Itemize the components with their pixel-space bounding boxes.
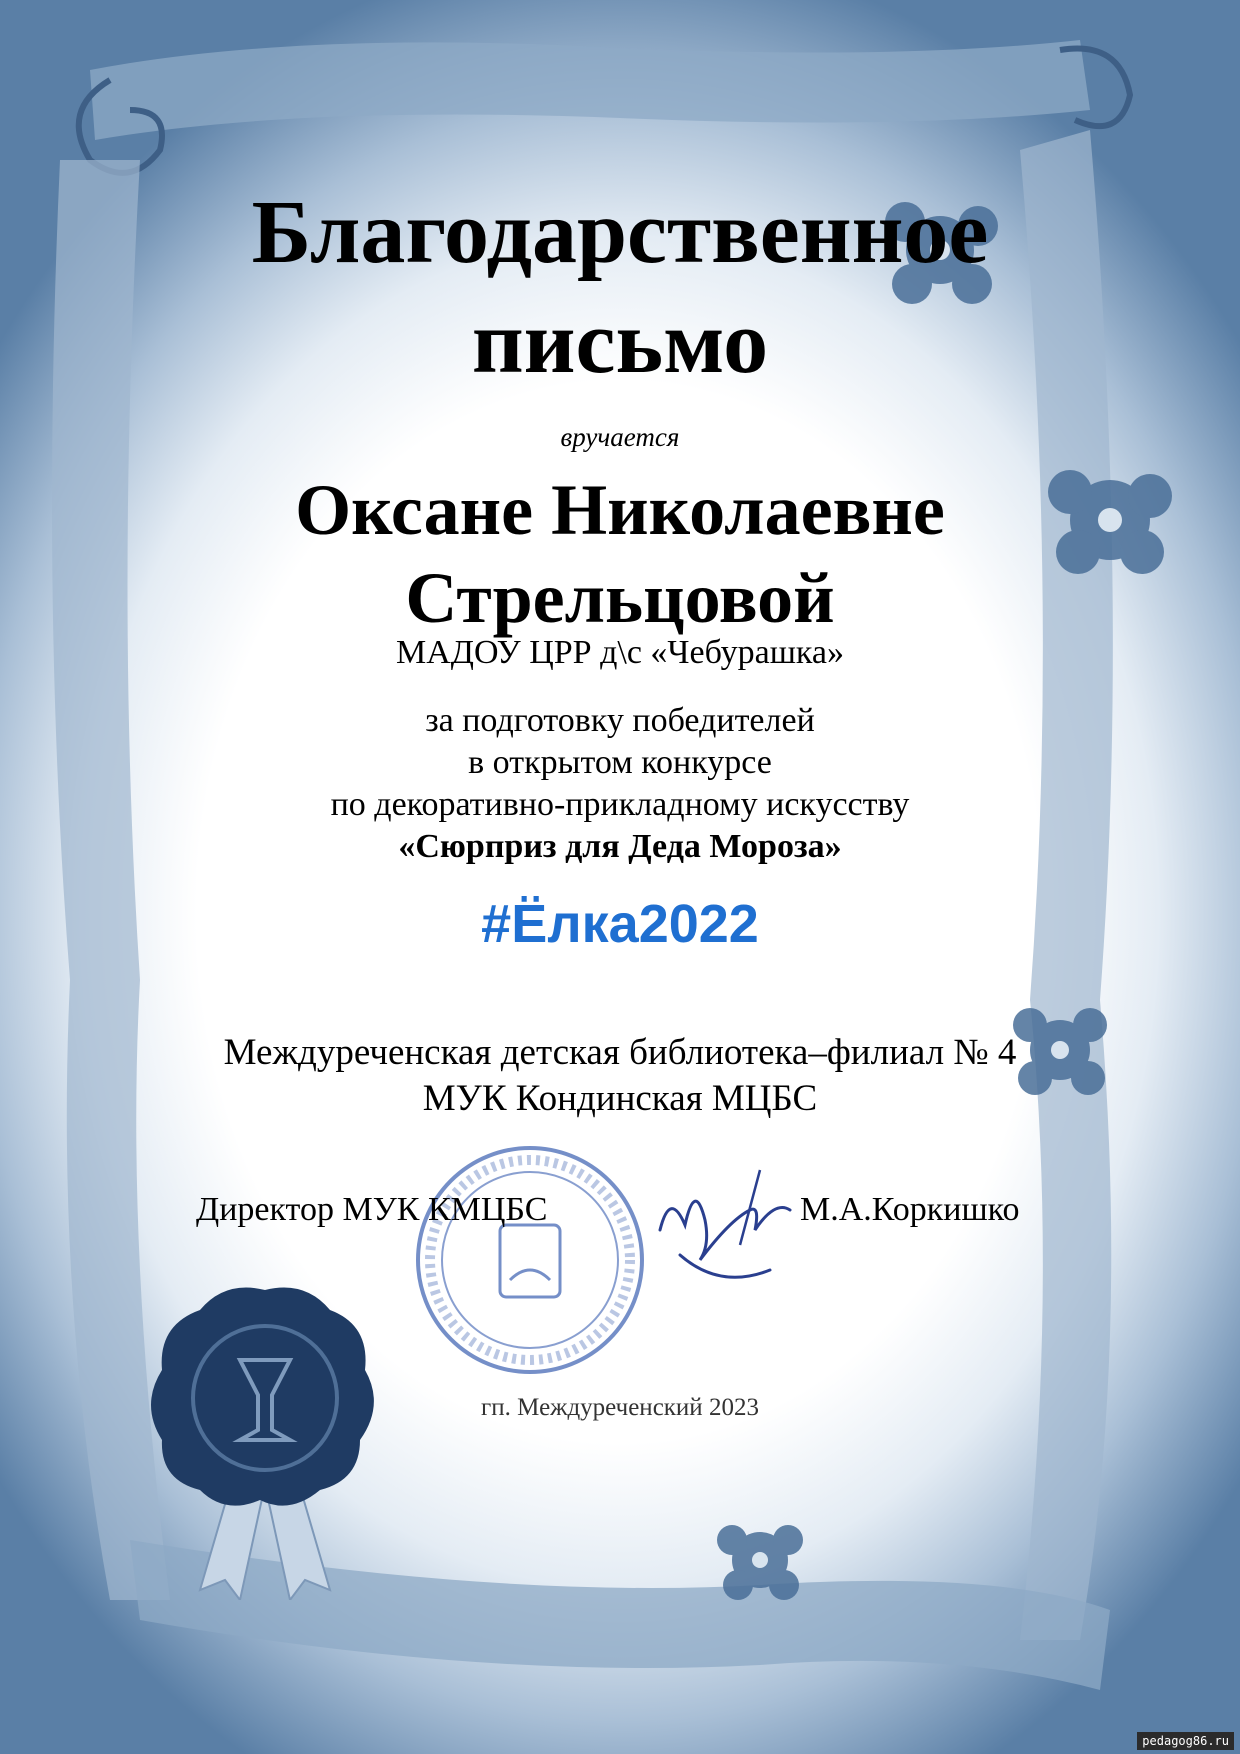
round-stamp xyxy=(410,1140,650,1380)
handwritten-signature xyxy=(640,1150,800,1300)
contest-hashtag: #Ёлка2022 xyxy=(481,894,759,954)
page-title xyxy=(0,178,1240,398)
recipient-line-1: Оксане Николаевне xyxy=(295,470,945,550)
issuer-line-1: Междуреченская детская библиотека–филиал № 4 xyxy=(223,1032,1017,1073)
wax-seal-icon xyxy=(140,1270,390,1600)
signer-name: М.А.Коркишко xyxy=(800,1191,1020,1228)
recipient-name xyxy=(0,466,1240,642)
place-and-year: гп. Междуреченский 2023 xyxy=(481,1394,759,1421)
title-line-1: Благодарственное xyxy=(251,183,989,282)
watermark: pedagog86.ru xyxy=(1137,1732,1234,1750)
contest-name: «Сюрприз для Деда Мороза» xyxy=(398,828,842,865)
title-line-2: письмо xyxy=(471,293,769,392)
recipient-organization: МАДОУ ЦРР д\с «Чебурашка» xyxy=(396,634,844,671)
issuer-block xyxy=(0,1030,1240,1122)
reason-line-2: в открытом конкурсе xyxy=(468,744,772,781)
reason-line-1: за подготовку победителей xyxy=(425,702,815,739)
recipient-line-2: Стрельцовой xyxy=(405,558,835,638)
award-reason xyxy=(0,700,1240,826)
director-label: Директор МУК КМЦБС xyxy=(196,1191,548,1228)
reason-line-3: по декоративно-прикладному искусству xyxy=(330,786,910,823)
awarded-label: вручается xyxy=(560,422,680,452)
issuer-line-2: МУК Кондинская МЦБС xyxy=(422,1078,818,1119)
